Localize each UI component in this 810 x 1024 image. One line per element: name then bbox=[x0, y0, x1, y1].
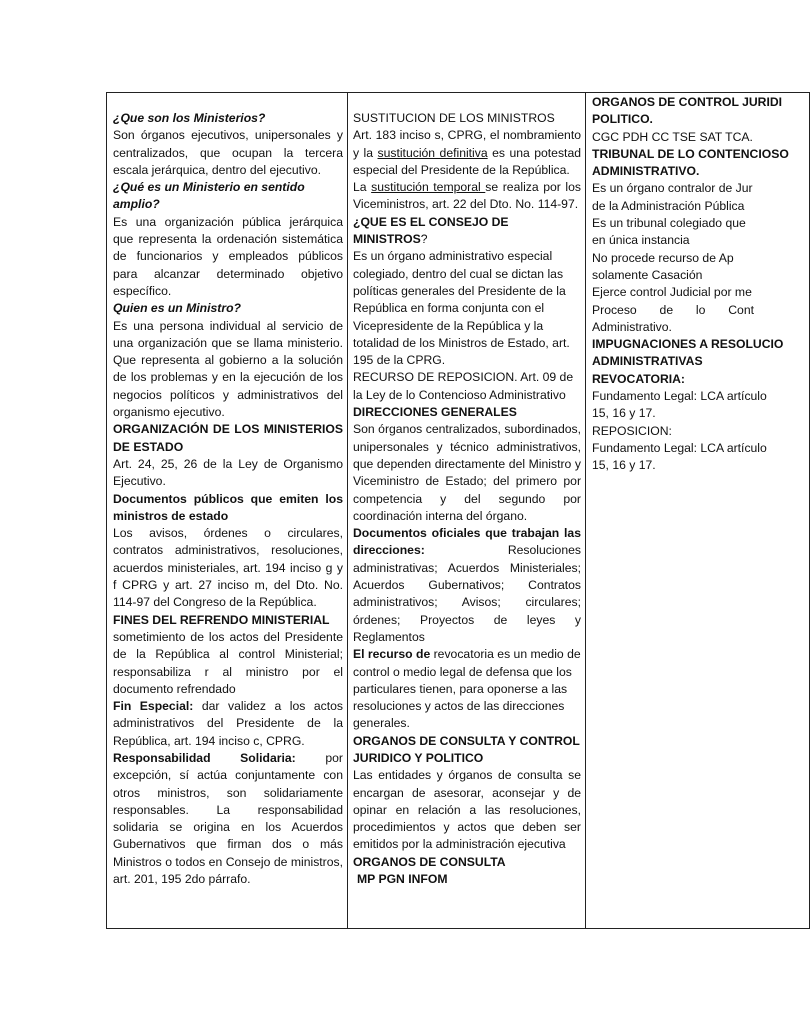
question-sentido-amplio: ¿Qué es un Ministerio en sentido amplio? bbox=[113, 180, 305, 212]
text-sustitucion-definitiva: sustitución definitiva bbox=[377, 145, 488, 160]
heading-control-line-2: POLITICO. bbox=[592, 112, 653, 127]
fundamento-1-line-1: Fundamento Legal: LCA artículo bbox=[592, 389, 767, 404]
label-revocatoria: El recurso de bbox=[353, 647, 431, 662]
column-1 bbox=[107, 93, 348, 929]
paragraph-responsabilidad bbox=[113, 750, 343, 888]
text-documentos: Los avisos, órdenes o circulares, contratos administrativos, resoluciones, acuerdos ministeriales, art. 194 inciso g y f CPRG y art. 27 inciso m, del Dto. No. 114-97 del Congreso de la República. bbox=[113, 526, 343, 610]
text-fin-especial: dar validez a los actos administrativos del Presidente de la República, art. 194 inciso c, CPRG. bbox=[113, 699, 343, 748]
question-consejo-mark: ? bbox=[420, 232, 428, 247]
question-ministerios: ¿Que son los Ministerios? bbox=[113, 111, 266, 125]
heading-organos-consulta: ORGANOS DE CONSULTA bbox=[353, 854, 506, 869]
text-responsabilidad: por excepción, sí actúa conjuntamente con otros ministros, son solidariamente responsables. La responsabilidad solidaria se origina en los Acuerdos Gubernativos que firman dos o más Ministros o todos en Consejo de ministros, art. 201, 195 2do párrafo. bbox=[113, 750, 343, 887]
heading-control-line-1: ORGANOS DE CONTROL JURIDI bbox=[592, 95, 783, 109]
heading-reposicion: REPOSICION: bbox=[592, 423, 672, 438]
text-organizacion: Art. 24, 25, 26 de la Ley de Organismo Ejecutivo. bbox=[113, 456, 343, 489]
text-fines: sometimiento de los actos del Presidente de la República al control Ministerial; responsabiliza r al ministro por el documento refrendado bbox=[113, 629, 343, 696]
definition-ministerios: Son órganos ejecutivos, unipersonales y centralizados, que ocupan la tercera escala jerárquica, dentro del ejecutivo. bbox=[113, 128, 343, 177]
tribunal-line-5: No procede recurso de Ap bbox=[592, 250, 734, 265]
heading-tribunal-line-1: TRIBUNAL DE LO CONTENCIOSO bbox=[592, 146, 789, 161]
question-ministro: Quien es un Ministro? bbox=[113, 301, 241, 316]
tribunal-line-9: Administrativo. bbox=[592, 319, 672, 334]
paragraph-docs-oficiales bbox=[353, 525, 581, 646]
tribunal-line-4: en única instancia bbox=[592, 233, 690, 248]
definition-sentido-amplio: Es una organización pública jerárquica que representa la ordenación sistemática de funcionarios y empleados públicos para alcanzar determinado objetivo específico. bbox=[113, 214, 343, 298]
text-reposicion: RECURSO DE REPOSICION. Art. 09 de la Ley de lo Contencioso Administrativo bbox=[353, 370, 574, 402]
tribunal-line-6: solamente Casación bbox=[592, 267, 703, 282]
heading-docs-oficiales: Documentos oficiales que trabajan las direcciones: bbox=[353, 526, 581, 558]
label-responsabilidad: Responsabilidad Solidaria: bbox=[113, 750, 296, 765]
paragraph-sustitucion-temporal bbox=[353, 179, 581, 214]
text-siglas: CGC PDH CC TSE SAT TCA. bbox=[592, 129, 753, 144]
text-revocatoria: revocatoria es un medio de control o medio legal de defensa que los particulares tienen, para oponerse a las resoluciones y actos de las direcciones generales. bbox=[353, 647, 581, 731]
text-consulta-control: Las entidades y órganos de consulta se encargan de asesorar, aconsejar y de opinar en relación a las resoluciones, procedimientos y actos que deben ser emitidos por la administración ejecutiva bbox=[353, 768, 581, 852]
text-docs-oficiales: Resoluciones administrativas; Acuerdos Ministeriales; Acuerdos Gubernativos; Contratos administrativos; Avisos; circulares; órdenes; Proyectos de leyes y Reglamentos bbox=[353, 543, 581, 644]
text-sustitucion-temporal: sustitución temporal bbox=[371, 180, 486, 195]
definition-consejo: Es un órgano administrativo especial colegiado, dentro del cual se dictan las políticas generales del Presidente de la República en forma conjunta con el Vicepresidente de la República y la totalidad de los Ministros de Estado, art. 195 de la CPRG. bbox=[353, 249, 570, 368]
definition-ministro: Es una persona individual al servicio de una organización que se llama ministerio. Que representa al gobierno a la solución de los problemas y en la ejecución de los negocios políticos y administrativos del organismo ejecutivo. bbox=[113, 318, 343, 420]
question-consejo bbox=[353, 214, 581, 249]
text-sustitucion2-a: La bbox=[353, 180, 372, 195]
heading-consulta-control: ORGANOS DE CONSULTA Y CONTROL JURIDICO Y POLITICO bbox=[353, 733, 580, 765]
fundamento-2-line-2: 15, 16 y 17. bbox=[592, 458, 656, 473]
text-sustitucion-a: Art. 183 inciso s, CPRG, el nombramiento y la bbox=[353, 128, 581, 160]
text-sustitucion-b: es una potestad especial del Presidente de la República. bbox=[353, 145, 581, 177]
heading-revocatoria: REVOCATORIA: bbox=[592, 371, 685, 386]
paragraph-sustitucion-definitiva bbox=[353, 127, 581, 179]
question-consejo-text: ¿QUE ES EL CONSEJO DE MINISTROS bbox=[353, 214, 509, 247]
paragraph-revocatoria bbox=[353, 646, 581, 732]
paragraph-fin-especial bbox=[113, 698, 343, 750]
text-direcciones: Son órganos centralizados, subordinados, unipersonales y técnico administrativos, que dependen directamente del Ministro y Viceministro de Estado; del primero por competencia y del segundo por coordinación interna del órgano. bbox=[353, 422, 581, 523]
fundamento-1-line-2: 15, 16 y 17. bbox=[592, 406, 656, 421]
heading-tribunal-line-2: ADMINISTRATIVO. bbox=[592, 164, 700, 179]
label-fin-especial: Fin Especial: bbox=[113, 699, 194, 714]
tribunal-line-8: Proceso de lo Cont bbox=[592, 302, 754, 317]
heading-impugnaciones-line-2: ADMINISTRATIVAS bbox=[592, 354, 703, 369]
fundamento-2-line-1: Fundamento Legal: LCA artículo bbox=[592, 440, 767, 455]
tribunal-line-3: Es un tribunal colegiado que bbox=[592, 216, 746, 231]
column-3 bbox=[586, 93, 810, 929]
content-table bbox=[106, 92, 810, 929]
heading-sustitucion: SUSTITUCION DE LOS MINISTROS bbox=[353, 111, 555, 125]
heading-direcciones: DIRECCIONES GENERALES bbox=[353, 405, 517, 420]
text-sustitucion2-b: se realiza por los Viceministros, art. 22 del Dto. No. 114-97. bbox=[353, 180, 581, 212]
text-organos-consulta: MP PGN INFOM bbox=[357, 872, 448, 887]
tribunal-line-7: Ejerce control Judicial por me bbox=[592, 285, 752, 300]
tribunal-line-2: de la Administración Pública bbox=[592, 198, 745, 213]
tribunal-line-1: Es un órgano contralor de Jur bbox=[592, 181, 753, 196]
heading-impugnaciones-line-1: IMPUGNACIONES A RESOLUCIO bbox=[592, 337, 784, 352]
heading-documentos: Documentos públicos que emiten los ministros de estado bbox=[113, 491, 343, 523]
heading-organizacion: ORGANIZACIÓN DE LOS MINISTERIOS DE ESTADO bbox=[113, 422, 343, 454]
column-2 bbox=[348, 93, 586, 929]
heading-fines: FINES DEL REFRENDO MINISTERIAL bbox=[113, 612, 330, 627]
